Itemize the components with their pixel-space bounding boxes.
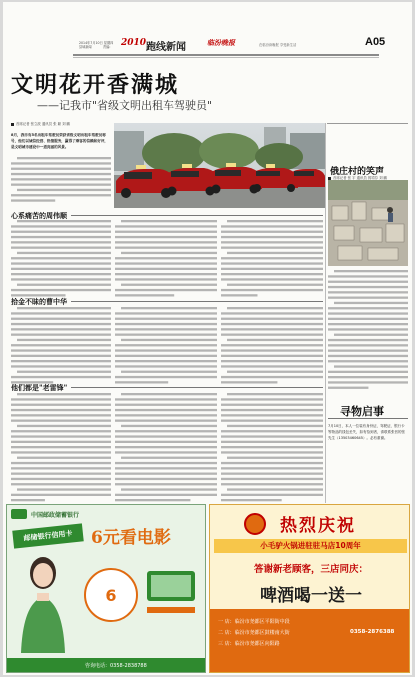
text-line [221, 225, 323, 227]
text-line [115, 268, 217, 270]
text-line [11, 430, 111, 432]
text-line [11, 178, 111, 180]
text-line [221, 409, 323, 411]
text-line [334, 365, 408, 367]
text-line [328, 360, 408, 362]
text-line [227, 457, 323, 459]
text-line [221, 278, 323, 280]
text-line [227, 339, 323, 341]
text-line [328, 307, 408, 309]
text-line [115, 398, 217, 400]
text-line [328, 291, 408, 293]
text-line [221, 268, 323, 270]
text-line [121, 307, 217, 309]
text-line [11, 173, 111, 175]
article-lead: 8月，我市有5名出租车驾驶员荣获省级文明出租车驾驶员称号，他们以诚信经营、热情服务，赢得了乘客的信赖和好评，是文明城市建设中一道亮丽的风景。 [11, 133, 109, 149]
text-line [115, 262, 217, 264]
text-line [115, 499, 190, 501]
text-line [115, 462, 217, 464]
text-line [328, 275, 408, 277]
text-line [115, 494, 217, 496]
text-line [11, 312, 111, 314]
text-line [328, 371, 408, 373]
ad-thanks: 答谢新老顾客，三店同庆： [253, 564, 368, 575]
notice-body: 7月10日，本人一位装有身份证、驾驶证、银行卡等物品的钱包丢失，如有拾到者，请联系张晋的张先生（13503460645）。必有重谢。 [328, 424, 405, 440]
text-line [221, 289, 323, 291]
newspaper-page [3, 2, 412, 675]
text-line [115, 409, 217, 411]
text-line [221, 414, 323, 416]
text-line [11, 473, 111, 475]
text-line [11, 334, 111, 336]
text-line [227, 252, 323, 254]
paper-name: 临汾晚报 [207, 39, 235, 47]
text-line [11, 462, 111, 464]
text-line [11, 162, 111, 164]
notice-title: 寻物启事 [340, 405, 384, 418]
text-line [11, 268, 111, 270]
text-line [115, 231, 217, 233]
text-line [115, 381, 168, 383]
column-divider [325, 123, 326, 503]
text-line [11, 323, 111, 325]
notice-rule [328, 418, 408, 419]
text-line [17, 425, 111, 427]
edition-logo: 2010 [121, 38, 147, 48]
text-line [115, 344, 217, 346]
bank-logo-icon [11, 509, 27, 519]
text-line [17, 307, 111, 309]
text-line [115, 334, 217, 336]
text-line [334, 270, 408, 272]
text-line [115, 349, 217, 351]
text-line [328, 355, 408, 357]
text-line [221, 483, 323, 485]
text-line [11, 451, 111, 453]
text-line [115, 360, 217, 362]
text-line [221, 381, 277, 383]
section-head-1: 心系痛苦的周伟顺 [11, 211, 67, 220]
text-line [115, 441, 217, 443]
text-line [221, 467, 323, 469]
text-line [115, 236, 217, 238]
text-line [121, 371, 217, 373]
text-line [115, 355, 217, 357]
text-line [11, 404, 111, 406]
text-line [328, 376, 408, 378]
byline-text: 首席记者 张立波 通讯员 张 颖 刘 鹏 [16, 122, 70, 126]
text-line [11, 414, 111, 416]
text-line [328, 312, 408, 314]
text-line [17, 189, 111, 191]
section-head-2: 拾金不昧的曹中华 [11, 297, 67, 306]
text-line [11, 467, 111, 469]
text-line [115, 467, 217, 469]
text-line [11, 376, 111, 378]
text-line [115, 328, 217, 330]
text-line [17, 252, 111, 254]
text-line [221, 328, 323, 330]
text-line [221, 241, 323, 243]
text-line [221, 376, 323, 378]
text-line [221, 365, 323, 367]
text-line [115, 473, 217, 475]
text-line [221, 462, 323, 464]
postal-bank-ad[interactable] [6, 504, 206, 673]
text-line [115, 483, 217, 485]
text-line [221, 349, 323, 351]
text-line [221, 318, 323, 320]
text-line [221, 294, 257, 296]
text-line [115, 241, 217, 243]
text-line [11, 355, 111, 357]
text-line [115, 435, 217, 437]
text-line [121, 393, 217, 395]
text-line [115, 312, 217, 314]
text-line [121, 284, 217, 286]
text-line [115, 430, 217, 432]
text-line [115, 225, 217, 227]
text-line [221, 446, 323, 448]
text-line [328, 281, 408, 283]
text-line [227, 371, 323, 373]
text-line [115, 376, 217, 378]
text-line [334, 302, 408, 304]
text-line [334, 334, 408, 336]
text-line [221, 334, 323, 336]
text-line [227, 284, 323, 286]
text-line [121, 457, 217, 459]
text-line [221, 494, 323, 496]
text-line [121, 425, 217, 427]
text-line [11, 365, 111, 367]
text-line [221, 404, 323, 406]
text-line [11, 494, 111, 496]
text-line [115, 247, 217, 249]
bank-brand: 中国邮政储蓄银行 [31, 512, 80, 519]
text-line [221, 236, 323, 238]
paper-slogan: 在临汾读晚报 享受新生活 [259, 43, 297, 47]
ad-celebrate: 热烈庆祝 [280, 516, 356, 536]
ad-address-3: 三 店：临汾市尧都区向阳路 [218, 641, 280, 647]
text-line [11, 273, 111, 275]
text-line [328, 297, 408, 299]
ad-film-graphic [81, 557, 201, 637]
restaurant-logo-icon [244, 513, 266, 535]
text-line [221, 478, 323, 480]
text-line [115, 478, 217, 480]
editor-label: 责编: [103, 45, 111, 49]
text-line [11, 381, 53, 383]
ad-hotline: 咨询电话：0358-2838788 [85, 663, 147, 669]
article-subtitle: ——记我市"省级文明出租车驾驶员" [37, 99, 213, 112]
text-line [11, 289, 111, 291]
ad-headline: 6元看电影 [91, 528, 171, 548]
text-line [115, 323, 217, 325]
text-line [115, 420, 217, 422]
text-line [227, 220, 323, 222]
article-title: 文明花开香满城 [11, 72, 180, 98]
side-byline-text: 首席记者 张 宇 通讯员 郭靖芬 刘 鹏 [333, 176, 387, 180]
ad-address-1: 一 店：临汾市尧都区平阳街中段 [218, 619, 290, 625]
text-line [328, 387, 368, 389]
text-line [328, 381, 408, 383]
text-line [115, 318, 217, 320]
text-line [115, 273, 217, 275]
text-line [221, 451, 323, 453]
text-line [221, 355, 323, 357]
text-line [115, 365, 217, 367]
text-line [17, 457, 111, 459]
ad-address-2: 二 店：临汾市尧都区鼓楼南大街 [218, 630, 290, 636]
text-line [11, 231, 111, 233]
text-line [11, 184, 111, 186]
text-line [11, 398, 111, 400]
text-line [17, 339, 111, 341]
page-number: A05 [365, 36, 386, 48]
text-line [11, 225, 111, 227]
text-line [11, 199, 55, 201]
text-line [17, 488, 111, 490]
text-line [17, 393, 111, 395]
ad-model-figure [13, 553, 73, 653]
text-line [11, 241, 111, 243]
text-line [227, 307, 323, 309]
svg-text:6: 6 [105, 586, 117, 605]
text-line [11, 168, 111, 170]
ad-sub: 小毛驴火锅进驻驻马店10周年 [214, 539, 407, 553]
text-line [115, 446, 217, 448]
text-line [121, 488, 217, 490]
text-line [11, 262, 111, 264]
section-head-3: 他们都是"老雷锋" [11, 383, 68, 392]
edition-label: 县域新闻 [79, 45, 92, 49]
text-line [227, 393, 323, 395]
text-line [11, 349, 111, 351]
text-line [221, 312, 323, 314]
text-line [221, 398, 323, 400]
side-feature-title: 俄庄村的笑声 [330, 167, 385, 177]
text-line [221, 262, 323, 264]
hotpot-ad[interactable] [209, 504, 410, 673]
text-line [11, 344, 111, 346]
text-line [221, 473, 323, 475]
text-line [17, 284, 111, 286]
text-line [115, 257, 217, 259]
ad-slogan: 邮储银行信用卡 [12, 523, 83, 548]
text-line [11, 483, 111, 485]
text-line [115, 404, 217, 406]
text-line [17, 220, 111, 222]
ad-phone: 0358-2876388 [350, 629, 395, 635]
text-line [328, 350, 408, 352]
text-line [11, 278, 111, 280]
text-line [221, 420, 323, 422]
text-line [11, 294, 66, 296]
text-line [115, 294, 174, 296]
text-line [115, 451, 217, 453]
text-line [11, 328, 111, 330]
text-line [328, 323, 408, 325]
text-line [221, 344, 323, 346]
text-line [11, 409, 111, 411]
text-line [221, 435, 323, 437]
text-line [121, 220, 217, 222]
text-line [11, 360, 111, 362]
section-name: 跑线新闻 [146, 42, 186, 53]
text-line [11, 446, 111, 448]
text-line [11, 318, 111, 320]
text-line [328, 286, 408, 288]
text-line [328, 318, 408, 320]
text-line [221, 360, 323, 362]
text-line [221, 430, 323, 432]
text-line [11, 478, 111, 480]
text-line [227, 488, 323, 490]
text-line [11, 257, 111, 259]
text-line [11, 441, 111, 443]
text-line [11, 247, 111, 249]
text-line [121, 339, 217, 341]
text-line [11, 499, 45, 501]
text-line [328, 328, 408, 330]
text-line [11, 435, 111, 437]
text-line [121, 252, 217, 254]
text-line [227, 425, 323, 427]
text-line [221, 247, 323, 249]
text-line [328, 339, 408, 341]
text-line [221, 231, 323, 233]
text-line [115, 278, 217, 280]
text-line [17, 371, 111, 373]
text-line [17, 157, 111, 159]
text-line [328, 344, 408, 346]
ad-address-list [218, 617, 290, 650]
text-line [221, 323, 323, 325]
text-line [11, 420, 111, 422]
text-line [115, 414, 217, 416]
text-line [221, 499, 282, 501]
ad-promo: 啤酒喝一送一 [260, 586, 362, 606]
text-line [115, 289, 217, 291]
text-line [221, 273, 323, 275]
text-line [221, 257, 323, 259]
text-line [11, 236, 111, 238]
text-line [221, 441, 323, 443]
issue-date: 2014年7月10日 星期四 [79, 41, 114, 45]
text-line [11, 194, 111, 196]
